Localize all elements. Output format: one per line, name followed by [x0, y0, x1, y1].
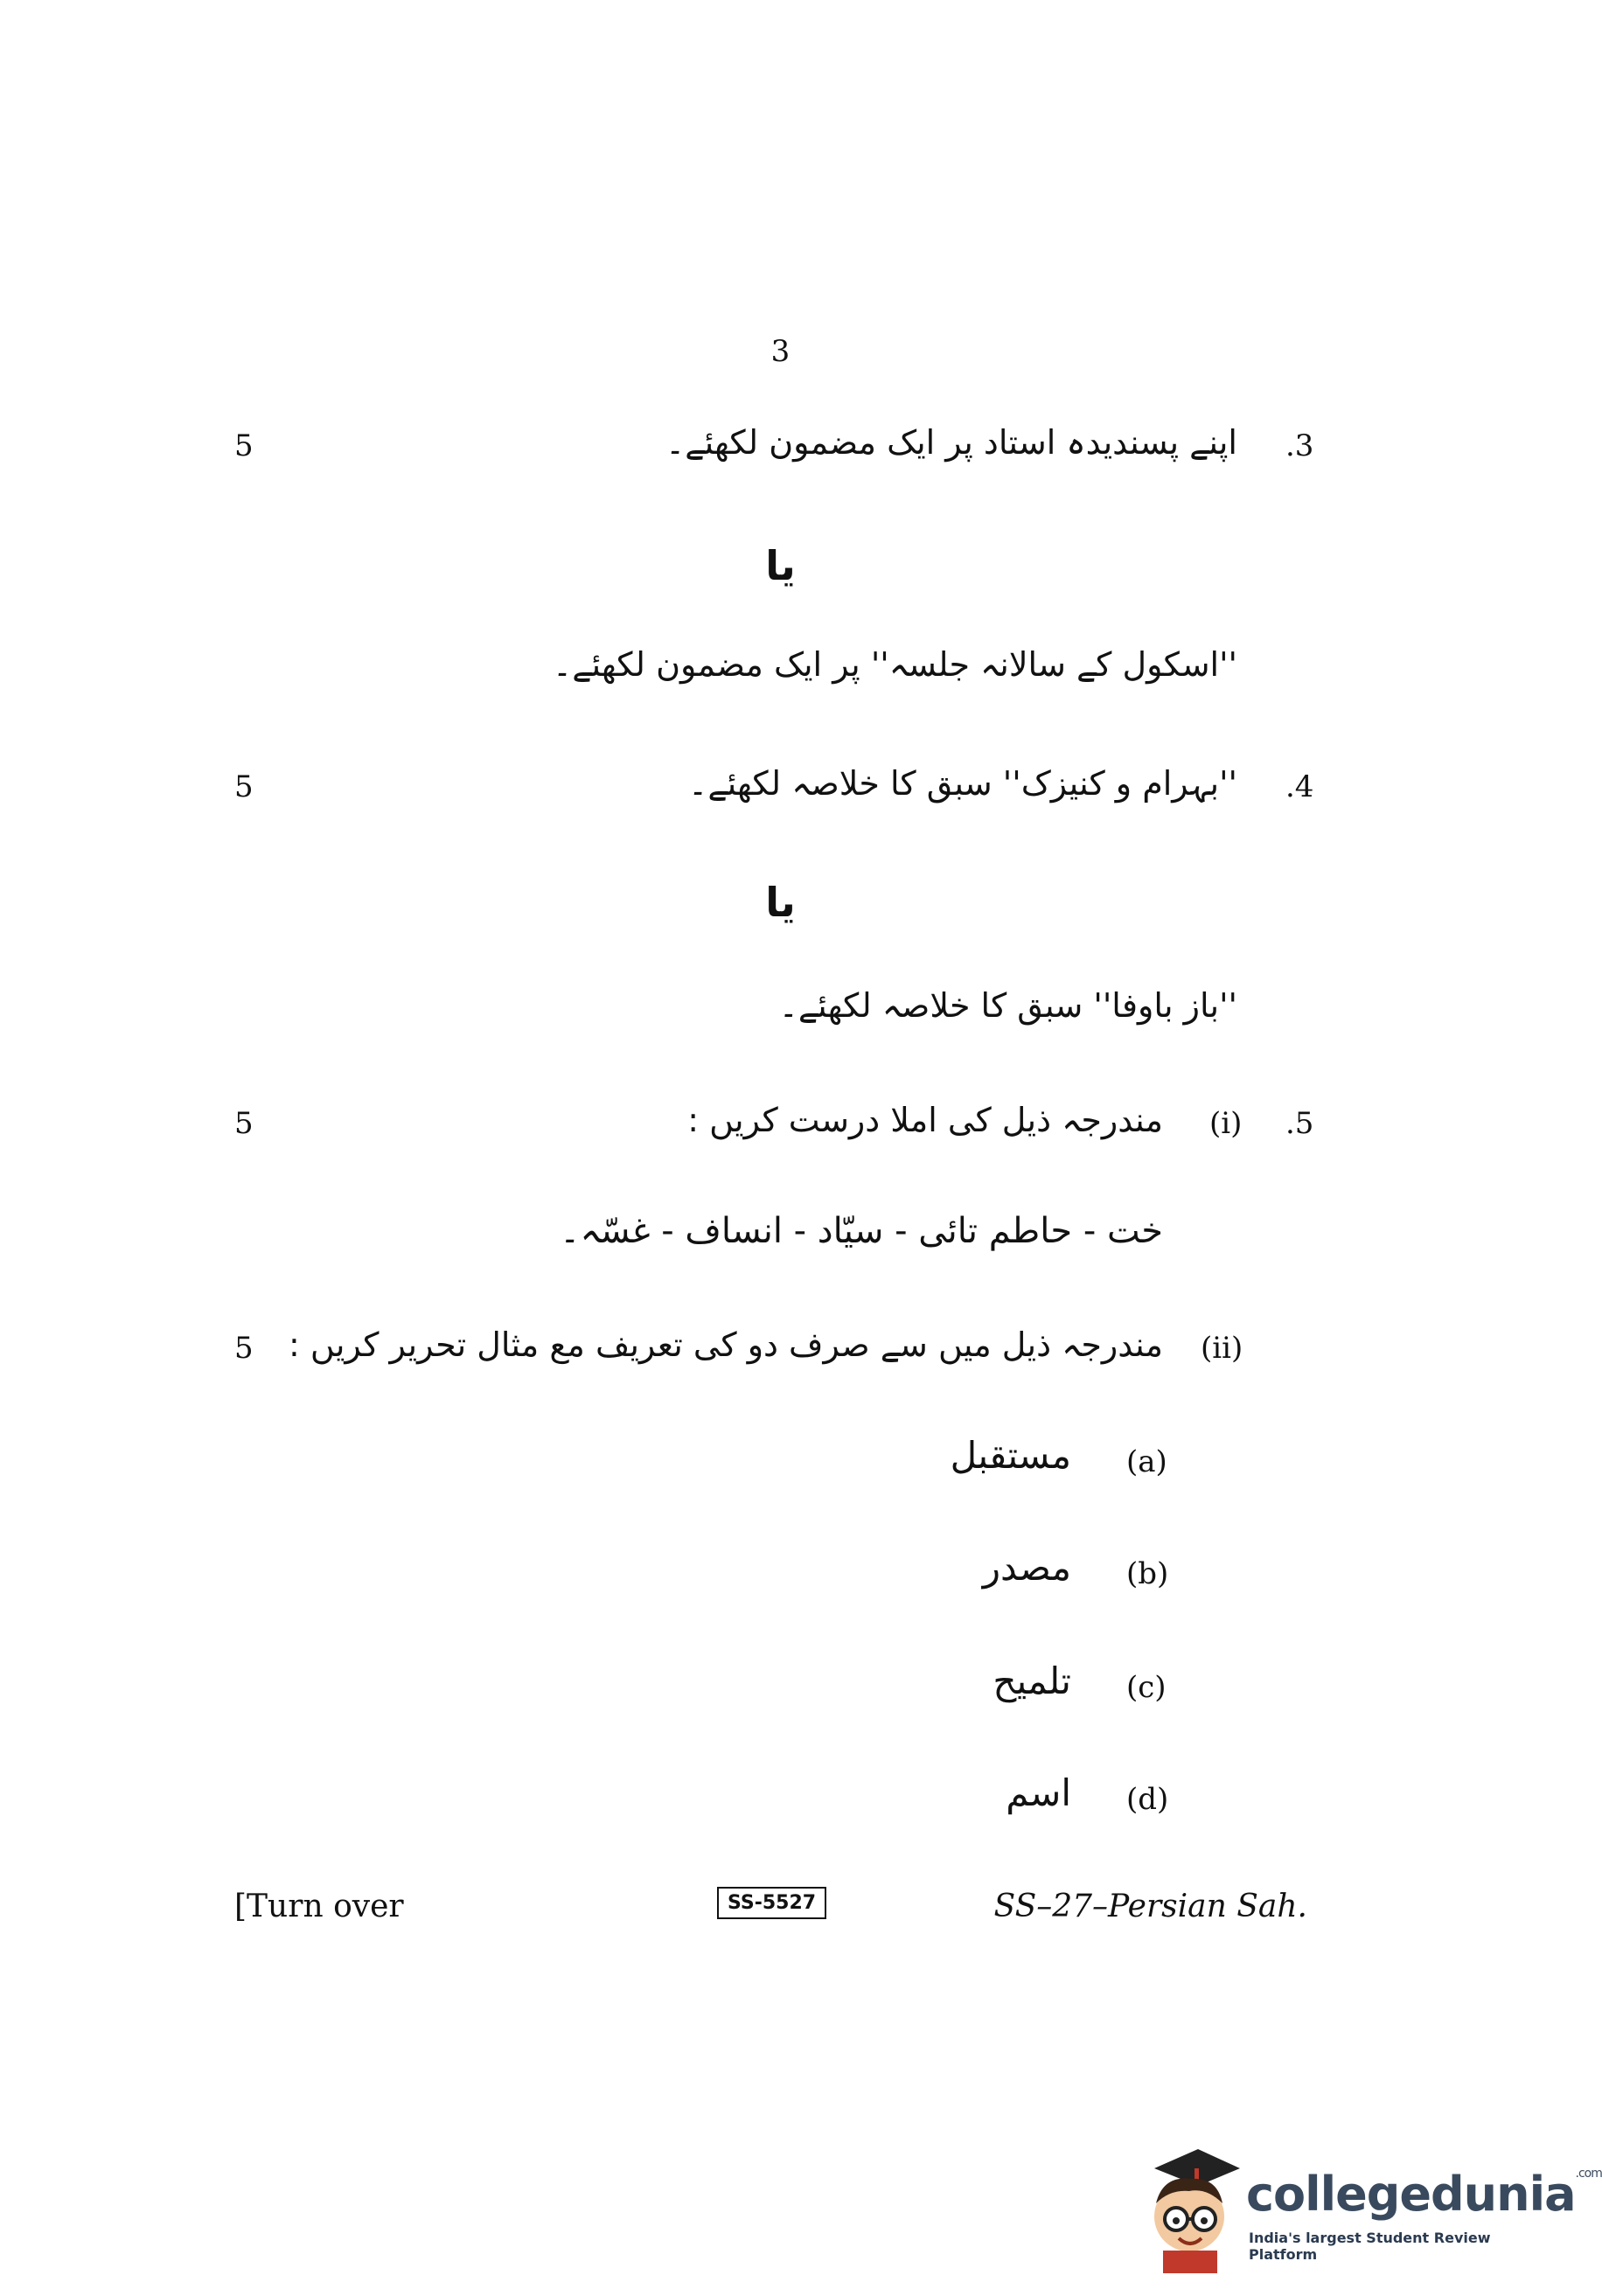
q5-i-marks: 5 — [234, 1106, 254, 1141]
q5-ii-marks: 5 — [234, 1331, 254, 1366]
q4-alt-text: ''باز باوفا'' سبق کا خلاصہ لکھئے۔ — [778, 986, 1237, 1025]
q3-or: یا — [765, 542, 796, 589]
q5-ii-label: (ii) — [1201, 1331, 1243, 1366]
q4-number: .4 — [1285, 769, 1314, 804]
option-c-label: (c) — [1126, 1670, 1167, 1705]
q4-text: ''بہرام و کنیزک'' سبق کا خلاصہ لکھئے۔ — [688, 764, 1237, 803]
paper-code-box: SS-5527 — [717, 1887, 826, 1919]
q4-or: یا — [765, 879, 796, 926]
option-a-word: مستقبل — [950, 1434, 1071, 1477]
turn-over-note: [Turn over — [234, 1889, 404, 1924]
student-mascot-icon — [1137, 2142, 1242, 2273]
collegedunia-logo — [1137, 2142, 1602, 2273]
q5-i-label: (i) — [1209, 1106, 1243, 1141]
q3-marks: 5 — [234, 428, 254, 463]
q4-marks: 5 — [234, 769, 254, 804]
q5-number: .5 — [1285, 1106, 1314, 1141]
q3-text: اپنے پسندیدہ استاد پر ایک مضمون لکھئے۔ — [665, 423, 1237, 462]
q3-alt-text: ''اسکول کے سالانہ جلسہ'' پر ایک مضمون لکھئے۔ — [552, 645, 1237, 684]
option-d-label: (d) — [1126, 1782, 1169, 1817]
logo-suffix: .com — [1575, 2167, 1602, 2181]
q5-ii-text: مندرجہ ذیل میں سے صرف دو کی تعریف مع مثال تحریر کریں : — [289, 1325, 1163, 1364]
paper-title: SS–27–Persian Sah. — [993, 1889, 1307, 1924]
q5-i-text: مندرجہ ذیل کی املا درست کریں : — [687, 1101, 1163, 1139]
option-b-word: مصدر — [982, 1546, 1071, 1589]
q5-i-words: خت - حاطم تائی - سیّاد - انساف - غسّہ۔ — [560, 1211, 1163, 1251]
q3-number: .3 — [1285, 428, 1314, 463]
option-b-label: (b) — [1126, 1556, 1169, 1591]
option-c-word: تلمیح — [993, 1659, 1071, 1702]
logo-name: collegedunia$^{.com}$ — [1246, 2167, 1602, 2222]
option-d-word: اسم — [1006, 1771, 1071, 1814]
page-number: 3 — [770, 334, 791, 369]
logo-tagline: India's largest Student Review Platform — [1249, 2230, 1491, 2263]
option-a-label: (a) — [1126, 1444, 1167, 1479]
